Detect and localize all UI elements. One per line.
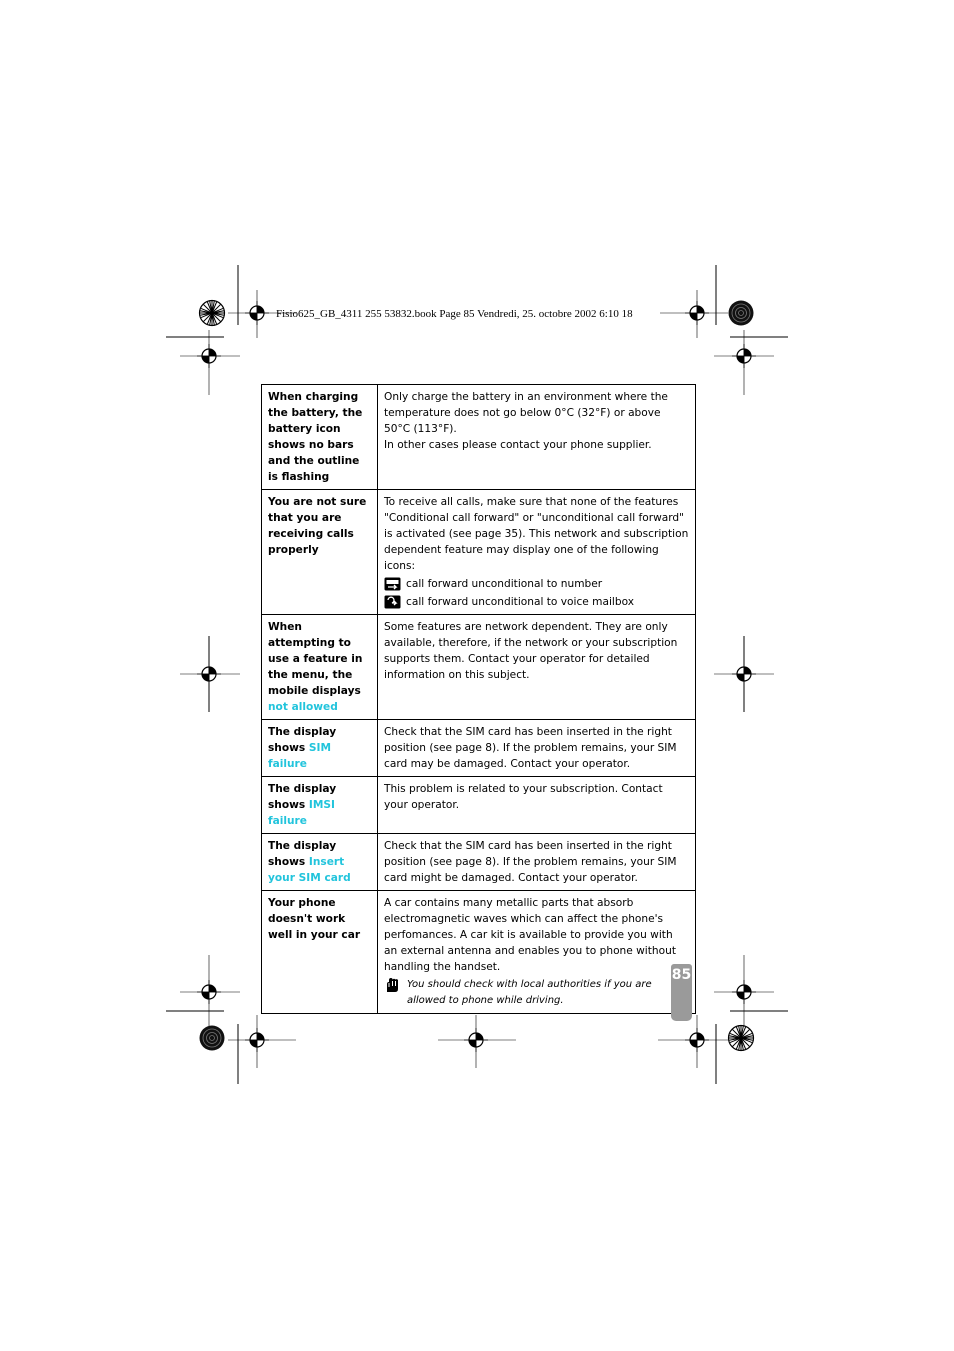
problem-cell: When charging the battery, the battery icon shows no bars and the outline is flashing [262,385,378,490]
page-number: 85 [671,967,692,983]
problem-cell [262,777,378,834]
problem-text: The display shows [268,726,337,754]
solution-text: Only charge the battery in an environment where the temperature does not go below 0°C (32°F) or above 50°C (113°F). [384,391,668,435]
icon-line [384,576,689,592]
solution-cell [378,490,696,615]
troubleshooting-table [261,384,696,1014]
table-row [262,385,696,490]
solution-cell [378,385,696,490]
icon-line [384,594,689,610]
problem-cell: Your phone doesn't work well in your car [262,891,378,1014]
table-row [262,777,696,834]
call-forward-number-icon [384,577,401,591]
solution-cell: Check that the SIM card has been inserted in the right position (see page 8). If the problem remains, your SIM card may be damaged. Contact your operator. [378,720,696,777]
problem-cell: You are not sure that you are receiving calls properly [262,490,378,615]
table-row [262,891,696,1014]
problem-text: The display shows [268,783,337,811]
display-message: not allowed [268,701,338,713]
table-row [262,834,696,891]
warning-hand-icon [384,977,401,993]
problem-cell [262,615,378,720]
table-row [262,490,696,615]
icon-label: call forward unconditional to voice mailbox [406,596,635,608]
solution-cell: Check that the SIM card has been inserted in the right position (see page 8). If the problem remains, your SIM card might be damaged. Contact your operator. [378,834,696,891]
note-text: You should check with local authorities if you are allowed to phone while driving. [407,979,652,1006]
table-row [262,615,696,720]
problem-text: When attempting to use a feature in the menu, the mobile displays [268,621,363,697]
driving-note [384,977,689,1009]
solution-cell: Some features are network dependent. They are only available, therefore, if the network or your subscription supports them. Contact your operator for detailed information on this subject. [378,615,696,720]
solution-text: A car contains many metallic parts that absorb electromagnetic waves which can affect the phone's perfomances. A car kit is available to provide you with an external antenna and enables you to phone without handling the handset. [384,897,676,973]
display-message: SIM failure [268,742,332,770]
icon-label: call forward unconditional to number [406,578,603,590]
problem-cell [262,834,378,891]
table-row [262,720,696,777]
display-message: Insert your SIM card [268,856,351,884]
book-header: Fisio625_GB_4311 255 53832.book Page 85 Vendredi, 25. octobre 2002 6:10 18 [276,308,633,320]
solution-text: In other cases please contact your phone supplier. [384,439,652,451]
solution-cell [378,891,696,1014]
call-forward-voicemail-icon [384,595,401,609]
solution-text: To receive all calls, make sure that none of the features "Conditional call forward" or "unconditional call forward" is activated (see page 35). This network and subscription dependent feature may display one of the following icons: [384,496,689,572]
problem-text: The display shows [268,840,337,868]
problem-cell [262,720,378,777]
display-message: IMSI failure [268,799,335,827]
solution-cell: This problem is related to your subscription. Contact your operator. [378,777,696,834]
